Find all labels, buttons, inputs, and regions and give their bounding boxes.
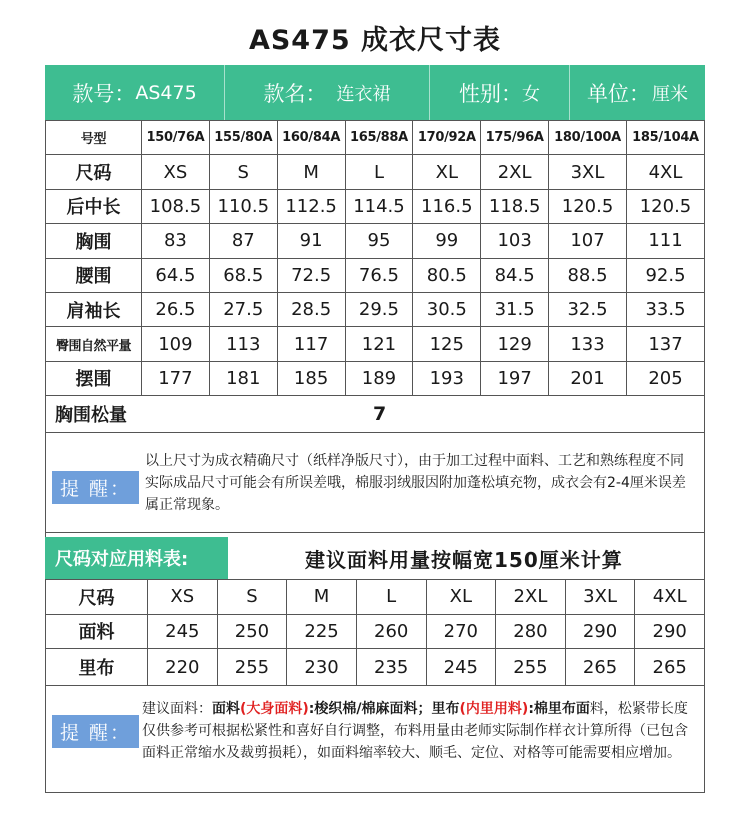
table-cell: 113 bbox=[209, 327, 277, 361]
fabric-notice-text bbox=[142, 698, 695, 764]
table-cell: 103 bbox=[481, 224, 549, 258]
table-cell: 155/80A bbox=[209, 121, 277, 155]
fabric-notice bbox=[45, 686, 705, 793]
table-cell: 84.5 bbox=[481, 258, 549, 292]
table-cell: 68.5 bbox=[209, 258, 277, 292]
chest-ease-value: 7 bbox=[373, 402, 387, 425]
table-cell: 83 bbox=[142, 224, 210, 258]
table-cell: 265 bbox=[635, 649, 705, 686]
table-row bbox=[46, 224, 705, 258]
style-number-cell bbox=[45, 65, 225, 120]
table-cell: 290 bbox=[635, 614, 705, 649]
table-cell: L bbox=[356, 580, 426, 615]
notice-badge: 提 醒： bbox=[52, 471, 139, 504]
table-row bbox=[46, 649, 705, 686]
table-cell: 109 bbox=[142, 327, 210, 361]
row-label: 摆围 bbox=[46, 361, 142, 395]
table-cell: 33.5 bbox=[626, 292, 704, 326]
table-cell: 260 bbox=[356, 614, 426, 649]
table-cell: 99 bbox=[413, 224, 481, 258]
row-label: 里布 bbox=[46, 649, 148, 686]
table-cell: 270 bbox=[426, 614, 496, 649]
table-cell: 2XL bbox=[496, 580, 566, 615]
style-number-value: AS475 bbox=[135, 81, 197, 104]
notice-segment: 面料 bbox=[212, 701, 240, 717]
table-cell: 4XL bbox=[626, 155, 704, 189]
style-name-value: 连衣裙 bbox=[336, 83, 391, 105]
table-cell: 2XL bbox=[481, 155, 549, 189]
notice-badge: 提 醒： bbox=[52, 715, 139, 748]
table-cell: 72.5 bbox=[277, 258, 345, 292]
table-cell: L bbox=[345, 155, 413, 189]
table-cell: 120.5 bbox=[549, 189, 627, 223]
table-row bbox=[46, 580, 705, 615]
notice-text: 以上尺寸为成衣精确尺寸（纸样净版尺寸），由于加工过程中面料、工艺和熟练程度不同实际成品尺寸可能会有所误差哦，棉服羽绒服因附加蓬松填充物，成衣会有2-4厘米误差属正常现象。 bbox=[145, 453, 686, 513]
table-cell: 290 bbox=[565, 614, 635, 649]
table-row bbox=[46, 292, 705, 326]
table-cell: 280 bbox=[496, 614, 566, 649]
usage-note: 建议面料用量按幅宽150厘米计算 bbox=[305, 547, 623, 572]
table-cell: 201 bbox=[549, 361, 627, 395]
row-label: 肩袖长 bbox=[46, 292, 142, 326]
table-cell: 185 bbox=[277, 361, 345, 395]
table-cell: S bbox=[209, 155, 277, 189]
size-table bbox=[45, 120, 705, 396]
table-row bbox=[46, 258, 705, 292]
style-name-cell bbox=[225, 65, 430, 120]
row-label: 尺码 bbox=[46, 155, 142, 189]
table-cell: 175/96A bbox=[481, 121, 549, 155]
table-cell: 137 bbox=[626, 327, 704, 361]
table-cell: 165/88A bbox=[345, 121, 413, 155]
table-cell: 197 bbox=[481, 361, 549, 395]
row-label: 胸围 bbox=[46, 224, 142, 258]
table-cell: 88.5 bbox=[549, 258, 627, 292]
style-name-label: 款名： bbox=[263, 81, 327, 106]
table-cell: 3XL bbox=[549, 155, 627, 189]
table-cell: XL bbox=[426, 580, 496, 615]
table-cell: 26.5 bbox=[142, 292, 210, 326]
table-cell: S bbox=[217, 580, 287, 615]
table-cell: 181 bbox=[209, 361, 277, 395]
table-cell: 185/104A bbox=[626, 121, 704, 155]
table-cell: 76.5 bbox=[345, 258, 413, 292]
notice-highlight: (大身面料) bbox=[240, 701, 309, 717]
table-cell: 220 bbox=[148, 649, 218, 686]
style-number-label: 款号： bbox=[72, 81, 136, 106]
usage-title: 尺码对应用料表: bbox=[45, 537, 228, 579]
table-cell: 112.5 bbox=[277, 189, 345, 223]
table-cell: 230 bbox=[287, 649, 357, 686]
table-cell: 245 bbox=[426, 649, 496, 686]
notice-highlight: (内里用料) bbox=[459, 701, 529, 717]
table-row bbox=[46, 327, 705, 361]
table-cell: 64.5 bbox=[142, 258, 210, 292]
table-cell: 32.5 bbox=[549, 292, 627, 326]
table-cell: XS bbox=[142, 155, 210, 189]
gender-cell bbox=[430, 65, 570, 120]
table-cell: 180/100A bbox=[549, 121, 627, 155]
page-title: AS475 成衣尺寸表 bbox=[248, 25, 502, 56]
table-cell: 255 bbox=[496, 649, 566, 686]
notice-segment: :梭织棉/棉麻面料；里布 bbox=[308, 701, 460, 717]
gender-label: 性别： bbox=[459, 81, 522, 106]
table-cell: 95 bbox=[345, 224, 413, 258]
table-cell: 133 bbox=[549, 327, 627, 361]
unit-label: 单位： bbox=[587, 81, 650, 106]
row-label: 尺码 bbox=[46, 580, 148, 615]
table-cell: 87 bbox=[209, 224, 277, 258]
table-row bbox=[46, 614, 705, 649]
table-cell: XL bbox=[413, 155, 481, 189]
table-cell: 177 bbox=[142, 361, 210, 395]
table-cell: XS bbox=[148, 580, 218, 615]
row-label: 腰围 bbox=[46, 258, 142, 292]
table-cell: 129 bbox=[481, 327, 549, 361]
table-cell: 245 bbox=[148, 614, 218, 649]
usage-header bbox=[45, 537, 705, 579]
table-cell: 189 bbox=[345, 361, 413, 395]
size-notice bbox=[45, 433, 705, 533]
table-cell: 107 bbox=[549, 224, 627, 258]
chest-ease-row bbox=[45, 395, 705, 433]
row-label: 臀围自然平量 bbox=[46, 327, 142, 361]
gender-value: 女 bbox=[522, 83, 540, 105]
table-cell: 3XL bbox=[565, 580, 635, 615]
table-cell: 27.5 bbox=[209, 292, 277, 326]
table-cell: 111 bbox=[626, 224, 704, 258]
table-cell: 121 bbox=[345, 327, 413, 361]
table-cell: 118.5 bbox=[481, 189, 549, 223]
table-cell: 193 bbox=[413, 361, 481, 395]
table-cell: 170/92A bbox=[413, 121, 481, 155]
table-cell: 120.5 bbox=[626, 189, 704, 223]
table-cell: 4XL bbox=[635, 580, 705, 615]
table-cell: 150/76A bbox=[142, 121, 210, 155]
chest-ease-label: 胸围松量 bbox=[55, 404, 127, 426]
table-cell: 92.5 bbox=[626, 258, 704, 292]
info-header bbox=[45, 65, 705, 120]
table-cell: 80.5 bbox=[413, 258, 481, 292]
table-cell: 250 bbox=[217, 614, 287, 649]
table-row bbox=[46, 189, 705, 223]
fabric-usage-table bbox=[45, 579, 705, 686]
row-label: 后中长 bbox=[46, 189, 142, 223]
notice-segment: 料，松紧带长度仅供参考可根据松紧性和喜好自行调整，布料用量由老师实际制作样衣计算所得（已包含面料正常缩水及裁剪损耗），如面料缩率较大、顺毛、定位、对格等可能需要相应增加。 bbox=[142, 701, 688, 761]
unit-cell bbox=[570, 65, 705, 120]
table-cell: 225 bbox=[287, 614, 357, 649]
table-cell: M bbox=[277, 155, 345, 189]
unit-value: 厘米 bbox=[652, 83, 688, 105]
table-cell: 117 bbox=[277, 327, 345, 361]
table-cell: 125 bbox=[413, 327, 481, 361]
table-cell: 110.5 bbox=[209, 189, 277, 223]
table-cell: 116.5 bbox=[413, 189, 481, 223]
table-cell: 29.5 bbox=[345, 292, 413, 326]
table-cell: 114.5 bbox=[345, 189, 413, 223]
table-cell: 235 bbox=[356, 649, 426, 686]
table-cell: M bbox=[287, 580, 357, 615]
table-cell: 108.5 bbox=[142, 189, 210, 223]
table-cell: 91 bbox=[277, 224, 345, 258]
table-row bbox=[46, 155, 705, 189]
notice-segment: 建议面料： bbox=[142, 701, 212, 717]
table-cell: 160/84A bbox=[277, 121, 345, 155]
table-cell: 31.5 bbox=[481, 292, 549, 326]
table-row bbox=[46, 361, 705, 395]
row-label: 号型 bbox=[46, 121, 142, 155]
table-cell: 255 bbox=[217, 649, 287, 686]
table-cell: 28.5 bbox=[277, 292, 345, 326]
row-label: 面料 bbox=[46, 614, 148, 649]
table-cell: 30.5 bbox=[413, 292, 481, 326]
notice-segment: :棉里布面 bbox=[528, 701, 590, 717]
table-row bbox=[46, 121, 705, 155]
table-cell: 265 bbox=[565, 649, 635, 686]
table-cell: 205 bbox=[626, 361, 704, 395]
